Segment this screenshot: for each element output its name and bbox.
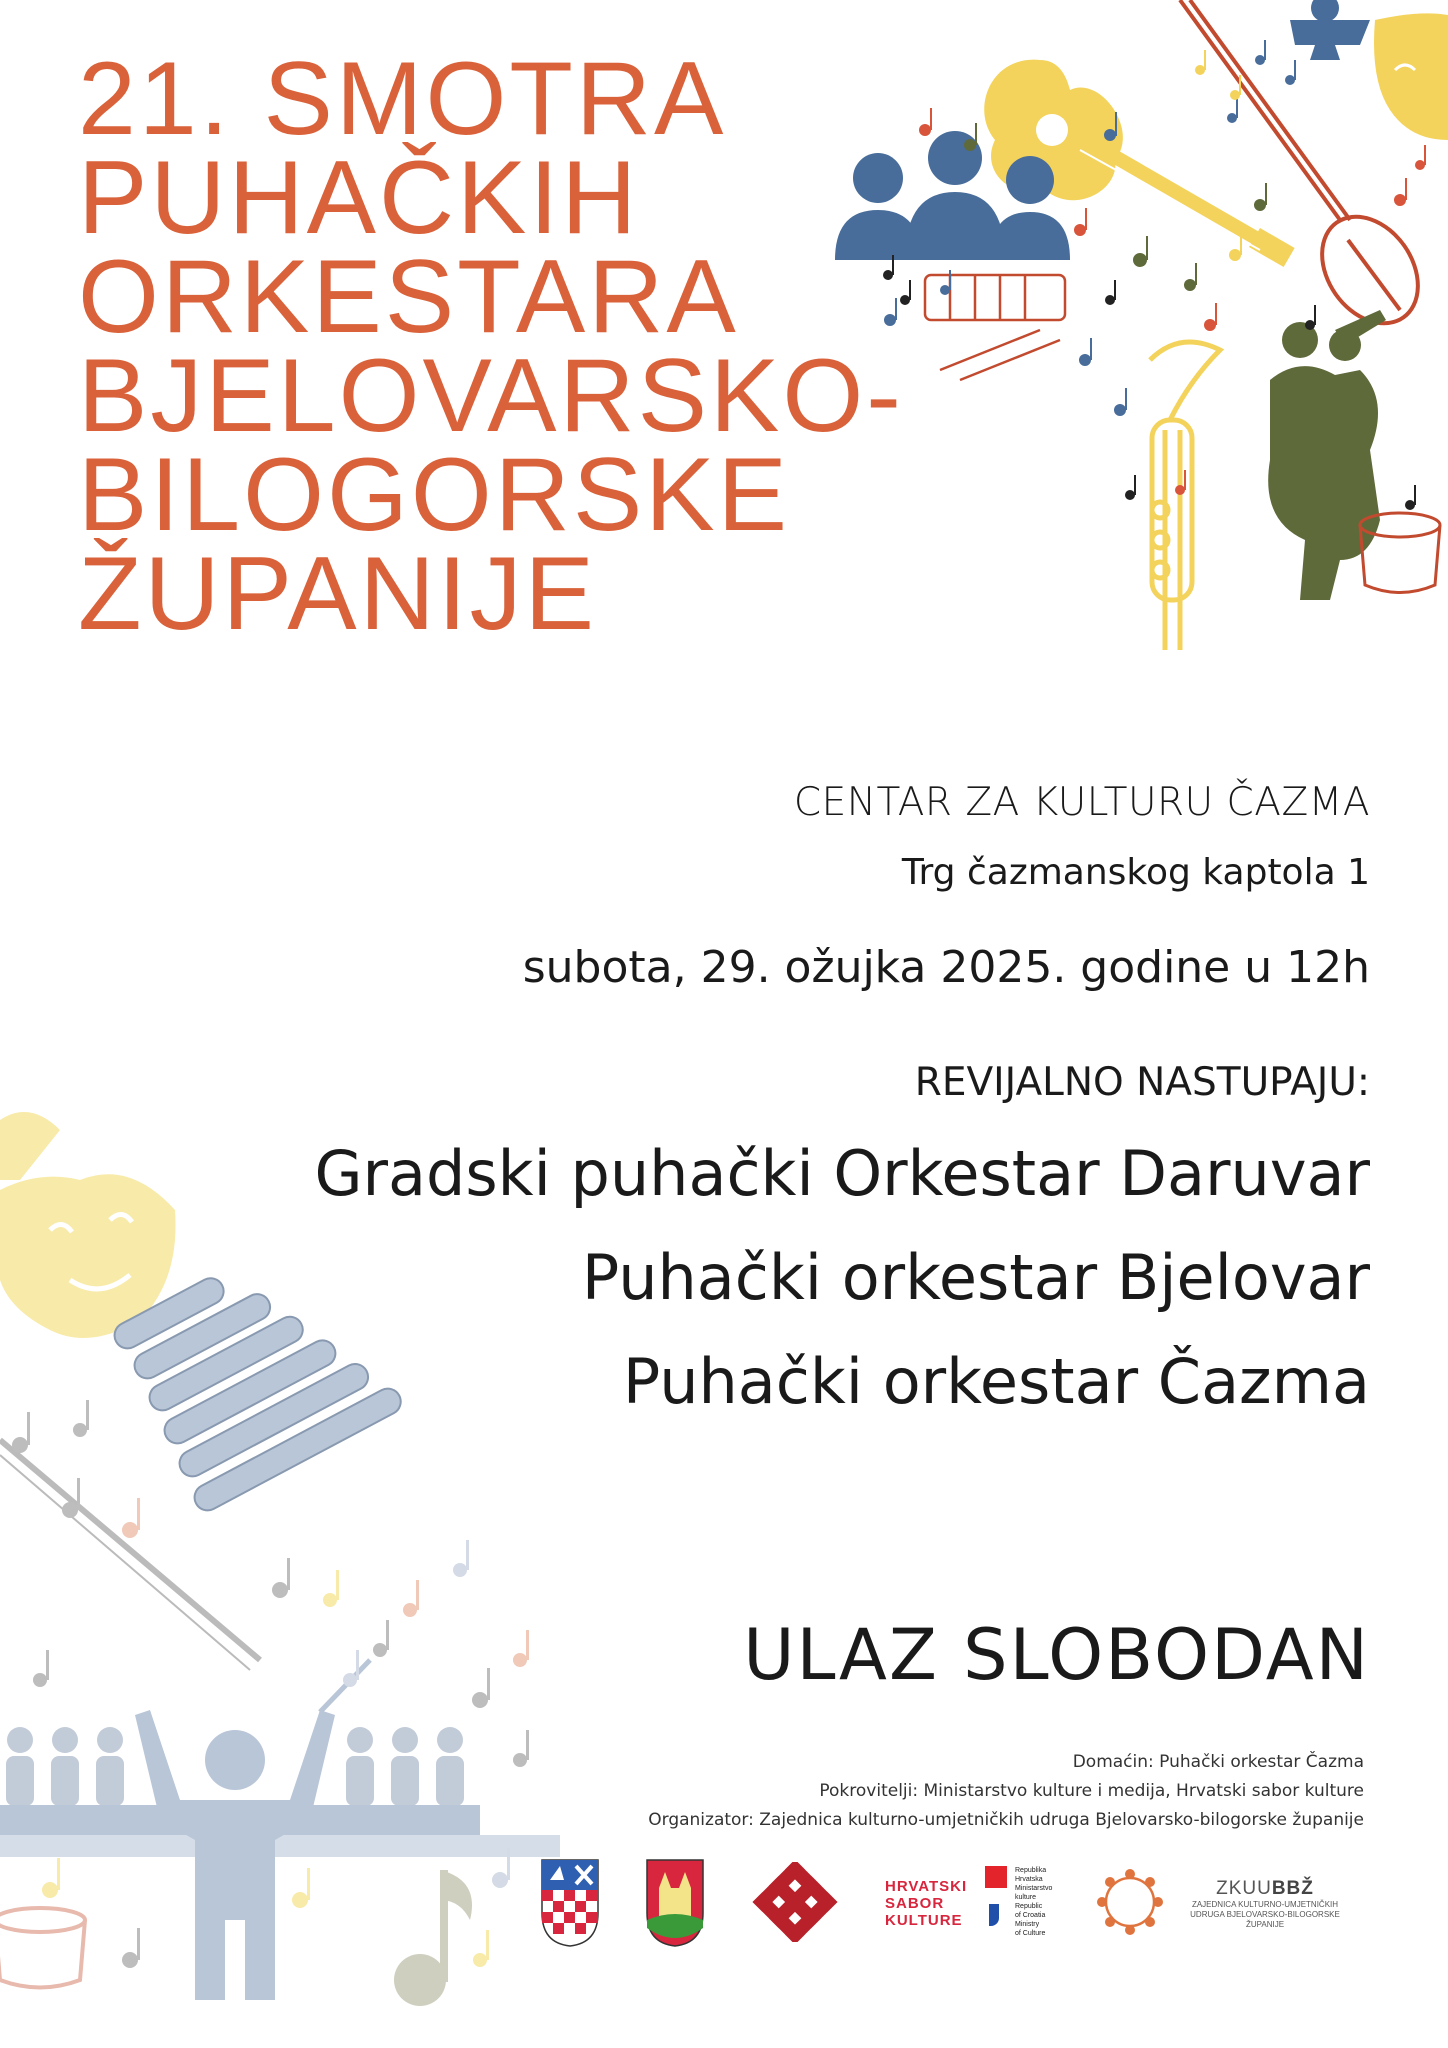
theatre-mask-icon <box>1374 13 1448 140</box>
zkuu-title-b: BBŽ <box>1271 1878 1314 1899</box>
performers-heading: REVIJALNO NASTUPAJU: <box>914 1060 1370 1105</box>
event-title <box>78 41 904 652</box>
ministry-text-line: Ministry <box>1015 1921 1040 1928</box>
orchestra-crowd-icon <box>0 1727 560 1857</box>
credits <box>648 1748 1364 1835</box>
ministry-of-culture-logo <box>985 1866 1075 1956</box>
venue-address: Trg čazmanskog kaptola 1 <box>901 852 1370 893</box>
dancer-icon <box>1290 0 1370 60</box>
ministry-text-line: Hrvatska <box>1015 1876 1043 1883</box>
title-line: 21. SMOTRA <box>78 41 727 157</box>
title-line: ŽUPANIJE <box>78 536 598 652</box>
ministry-text-line: of Culture <box>1015 1930 1046 1937</box>
organizer-credit: Organizator: Zajednica kulturno-umjetničkih udruga Bjelovarsko-bilogorske županije <box>648 1810 1364 1830</box>
venue-name: CENTAR ZA KULTURU ČAZMA <box>793 780 1370 825</box>
free-entry-notice: ULAZ SLOBODAN <box>743 1614 1370 1696</box>
performer-item: Puhački orkestar Čazma <box>622 1345 1370 1418</box>
performer-item: Gradski puhački Orkestar Daruvar <box>314 1137 1370 1210</box>
ministry-text-line: of Croatia <box>1015 1912 1046 1919</box>
ministry-red-square <box>985 1866 1007 1888</box>
cultural-pattern-logo <box>740 1862 850 1942</box>
zkuu-sub-line: UDRUGA BJELOVARSKO-BILOGORSKE <box>1190 1910 1340 1919</box>
zkuu-sub-line: ZAJEDNICA KULTURNO-UMJETNIČKIH <box>1191 1900 1339 1909</box>
host-credit: Domaćin: Puhački orkestar Čazma <box>1072 1752 1364 1772</box>
sponsors-credit: Pokrovitelji: Ministarstvo kulture i medija, Hrvatski sabor kulture <box>819 1781 1364 1801</box>
event-date: subota, 29. ožujka 2025. godine u 12h <box>522 942 1370 993</box>
ministry-blue-mark <box>989 1904 999 1926</box>
title-line: PUHAČKIH <box>78 140 640 256</box>
ministry-text-line: Republika <box>1015 1867 1047 1874</box>
dancing-couple-icon <box>1268 310 1386 600</box>
zkuu-title-a: ZKUU <box>1216 1878 1272 1899</box>
hsk-logo-line: KULTURE <box>885 1912 963 1929</box>
ministry-text-line: Ministarstvo <box>1015 1885 1053 1892</box>
logo-strip <box>540 1858 1380 1958</box>
hsk-logo <box>885 1878 967 1929</box>
performers-list <box>314 1122 1370 1434</box>
title-line: BJELOVARSKO- <box>78 338 904 454</box>
title-line: BILOGORSKE <box>78 437 790 553</box>
zkuu-sub-line: ŽUPANIJE <box>1245 1920 1285 1929</box>
hsk-logo-line: HRVATSKI <box>885 1878 968 1895</box>
music-note-icon <box>394 1870 472 2006</box>
zkuu-text-logo <box>1180 1878 1350 1930</box>
title-line: ORKESTARA <box>78 239 739 355</box>
zkuu-ring-logo <box>1090 1862 1170 1942</box>
trumpet-icon <box>1150 342 1220 650</box>
ministry-text-line: kulture <box>1015 1894 1037 1901</box>
performer-item: Puhački orkestar Bjelovar <box>581 1241 1370 1314</box>
drum-icon <box>0 1908 85 1988</box>
hsk-logo-line: SABOR <box>885 1895 945 1912</box>
theatre-mask-icon <box>0 1112 176 1338</box>
county-coat-of-arms-logo <box>540 1858 600 1948</box>
city-coat-of-arms-logo <box>645 1858 705 1948</box>
ministry-text-line: Republic <box>1015 1903 1043 1910</box>
